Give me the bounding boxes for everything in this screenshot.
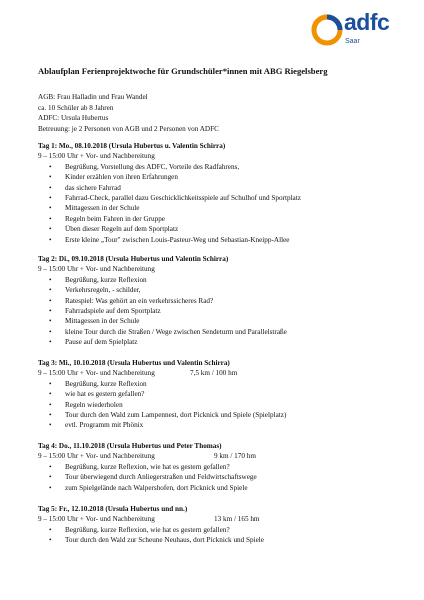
list-item: • Kinder erzählen von ihren Erfahrungen xyxy=(38,172,301,182)
day-time-text: 9 – 15:00 Uhr + Vor- und Nachbereitung xyxy=(38,515,155,524)
list-item: • Fahrrad-Check, parallel dazu Geschicklichkeitsspiele auf Schulhof und Sportplatz xyxy=(38,193,301,203)
list-item: • Begrüßung, kurze Reflexion, wie hat es gestern gefallen? xyxy=(38,525,264,535)
list-item: • Begrüßung, Vorstellung des ADFC, Vorteile des Radfahrens, xyxy=(38,162,301,172)
list-item: • kleine Tour durch die Straßen / Wege zwischen Sendeturm und Parallelstraße xyxy=(38,327,287,337)
day-time xyxy=(38,451,257,461)
day-section xyxy=(38,141,301,245)
day-heading: Tag 3: Mi., 10.10.2018 (Ursula Hubertus und Valentin Schirra) xyxy=(38,359,230,367)
intro-block xyxy=(38,92,219,135)
list-item: • Fahrradspiele auf dem Sportplatz xyxy=(38,306,287,316)
list-item: • das sichere Fahrrad xyxy=(38,183,301,193)
logo-brand: adfc xyxy=(344,9,390,35)
list-item: • Tour durch den Wald zur Scheune Neuhaus, dort Picknick und Spiele xyxy=(38,535,264,545)
list-item: • Tour durch den Wald zum Lampennest, dort Picknick und Spiele (Spielplatz) xyxy=(38,410,286,420)
list-item: • Regeln wiederholen xyxy=(38,400,286,410)
intro-line: ca. 10 Schüler ab 8 Jahren xyxy=(38,103,114,112)
intro-line: AGB: Frau Halladin und Frau Wandel xyxy=(38,93,148,101)
day-time: 9 – 15:00 Uhr + Vor- und Nachbereitung xyxy=(38,152,155,161)
day-distance: 9 km / 170 hm xyxy=(214,452,256,461)
day-distance: 13 km / 165 hm xyxy=(214,515,260,524)
day-section xyxy=(38,254,287,348)
list-item: • Ratespiel: Was gehört an ein verkehrssicheres Rad? xyxy=(38,296,287,306)
day-time xyxy=(38,514,264,524)
logo-sub: Saar xyxy=(345,38,360,45)
list-item: • Begrüßung, kurze Reflexion xyxy=(38,275,287,285)
day-item-list xyxy=(38,462,257,493)
day-heading: Tag 5: Fr., 12.10.2018 (Ursula Hubertus und nn.) xyxy=(38,505,188,513)
day-time xyxy=(38,368,286,378)
day-item-list xyxy=(38,275,287,348)
list-item: • Regeln beim Fahren in der Gruppe xyxy=(38,214,301,224)
day-item-list xyxy=(38,525,264,546)
day-item-list xyxy=(38,379,286,431)
list-item: • Tour überwiegend durch Anliegerstraßen und Feldwirtschaftswege xyxy=(38,472,257,482)
intro-line: Betreuung: je 2 Personen von AGB und 2 Personen von ADFC xyxy=(38,125,219,134)
day-time-text: 9 – 15:00 Uhr + Vor- und Nachbereitung xyxy=(38,452,155,461)
day-section xyxy=(38,441,257,493)
day-time: 9 – 15:00 Uhr + Vor- und Nachbereitung xyxy=(38,265,155,274)
intro-line: ADFC: Ursula Hubertus xyxy=(38,114,109,123)
list-item: • zum Spielgelände nach Walpershofen, dort Picknick und Spiele xyxy=(38,483,257,493)
day-heading: Tag 2: Di., 09.10.2018 (Ursula Hubertus und Valentin Schirra) xyxy=(38,255,229,263)
day-time-text: 9 – 15:00 Uhr + Vor- und Nachbereitung xyxy=(38,369,155,378)
list-item: • Begrüßung, kurze Reflexion xyxy=(38,379,286,389)
day-section xyxy=(38,504,264,546)
day-distance: 7,5 km / 100 hm xyxy=(190,369,238,378)
list-item: • Üben dieser Regeln auf dem Sportplatz xyxy=(38,224,301,234)
list-item: • Begrüßung, kurze Reflexion, wie hat es gestern gefallen? xyxy=(38,462,257,472)
list-item: • evtl. Programm mit Phönix xyxy=(38,420,286,430)
list-item: • Erste kleine „Tour" zwischen Louis-Pasteur-Weg und Sebastian-Kneipp-Allee xyxy=(38,235,301,245)
day-heading: Tag 1: Mo., 08.10.2018 (Ursula Hubertus u. Valentin Schirra) xyxy=(38,142,226,150)
list-item: • Pause auf dem Spielplatz xyxy=(38,337,287,347)
list-item: • Mittagessen in der Schule xyxy=(38,203,301,213)
list-item: • wie hat es gestern gefallen? xyxy=(38,389,286,399)
list-item: • Mittagessen in der Schule xyxy=(38,316,287,326)
list-item: • Verkehrsregeln, - schilder, xyxy=(38,285,287,295)
page-title: Ablaufplan Ferienprojektwoche für Grundschüler*innen mit ABG Riegelsberg xyxy=(38,66,328,76)
day-heading: Tag 4: Do., 11.10.2018 (Ursula Hubertus und Peter Thomas) xyxy=(38,442,222,450)
day-item-list xyxy=(38,162,301,245)
day-section xyxy=(38,358,286,431)
